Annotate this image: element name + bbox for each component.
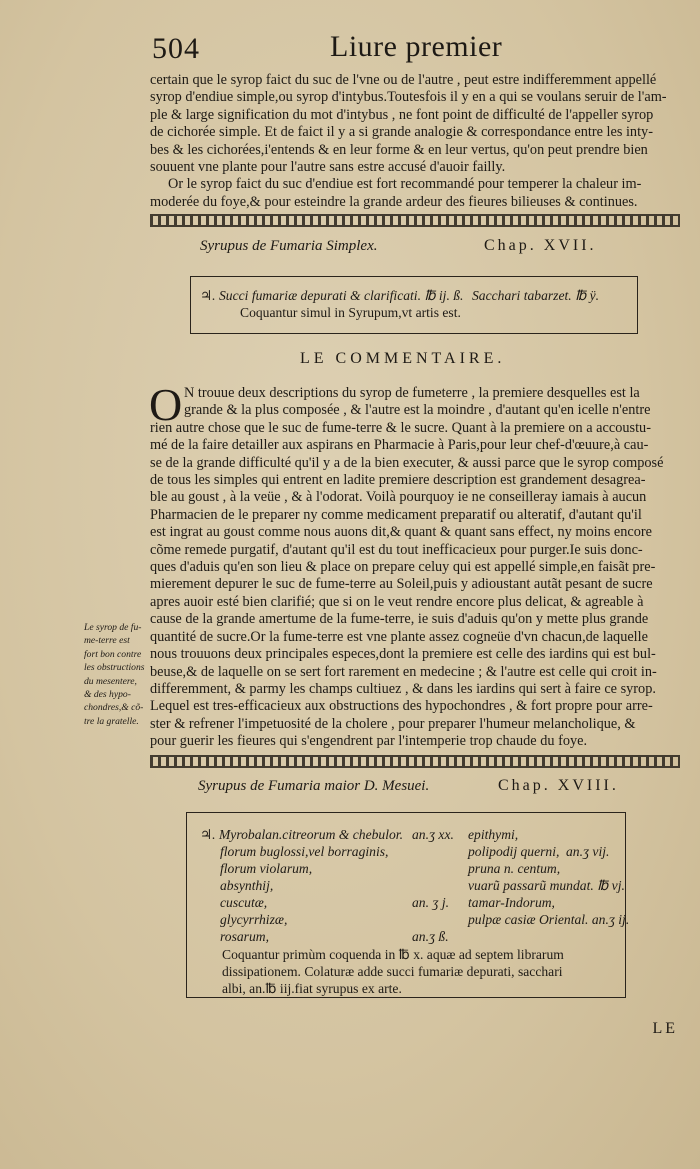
text-line: Pharmacien de le preparer ny comme medicament preparatif ou alteratif, d'autant qu'il [150, 506, 642, 523]
text-line: quantité de sucre.Or la fume-terre est vne plante assez cogneüe d'vn chacun,de laquelle [150, 628, 648, 645]
margin-note-line: tre la gratelle. [84, 715, 139, 727]
margin-note-line: & des hypo- [84, 689, 131, 701]
recipe-quantity: an.ʒ xx. [412, 827, 454, 842]
margin-note-line: chondres,& cõ- [84, 702, 144, 714]
text-line: mé de la faire detailler aux aspirans en Pharmacie à Paris,pour leur chef-d'œuure,à cau- [150, 437, 649, 454]
recipe-instruction: Coquantur primùm coquenda in ℔ x. aquæ ad septem librarum [222, 947, 564, 962]
recipe-quantity: an. ʒ j. [412, 895, 449, 910]
commentary-paragraph [150, 385, 676, 751]
text-line: rien autre chose que le suc de fume-terre & le sucre. Quant à la premiere on a accoustu- [150, 419, 651, 436]
recipe-quantity: an.ʒ vij. [566, 844, 610, 859]
text-line: souuent vne plante pour l'autre sans estre accusé d'auoir failly. [150, 159, 506, 176]
text-line: certain que le syrop faict du suc de l'vne ou de l'autre , peut estre indifferemment appellé [150, 72, 657, 88]
recipe-ingredient: Sacchari tabarzet. ℔ ÿ. [472, 288, 600, 303]
text-line: syrop d'endiue simple,ou syrop d'intybus.Toutesfois il y en a qui se voulans seruir de l'am- [150, 89, 667, 106]
recipe-ingredient: florum buglossi,vel borraginis, [220, 844, 389, 859]
catchword: LE [652, 1020, 678, 1037]
text-line: Lequel est tres-efficacieux aux obstructions des hypochondres , & fort propre pour arre- [150, 698, 653, 715]
section-heading: LE COMMENTAIRE. [300, 350, 506, 367]
recipe-ingredient: absynthij, [220, 878, 274, 893]
recipe-ingredient: pruna n. centum, [468, 861, 561, 876]
text-line: nous trouuons deux principales especes,dont la premiere est celle des iardins qui est bul- [150, 646, 656, 663]
recipe-ingredient: glycyrrhizæ, [220, 912, 288, 927]
running-title: Liure premier [330, 30, 503, 63]
recipe-ingredient: rosarum, [220, 929, 269, 944]
chapter-label: Chap. XVIII. [498, 777, 619, 794]
margin-note-line: du mesentere, [84, 675, 137, 687]
recipe-ingredient: pulpæ casiæ Oriental. an.ʒ ij. [468, 912, 630, 927]
margin-note [84, 621, 150, 728]
recipe-instruction: dissipationem. Colaturæ adde succi fumariæ depurati, sacchari [222, 964, 563, 979]
text-line: bes & les cichorées,i'entends & en leur forme & en leur vertus, qu'on peut prendre bien [150, 141, 648, 158]
text-line: apres auoir esté bien clarifié; que si on le veut rendre encore plus delicat, & agreable à [150, 593, 644, 610]
text-line: grande & la plus composée , & l'autre est la moindre , d'autant qu'en icelle n'entre [184, 402, 651, 419]
text-line: pour guerir les fieures qui s'engendrent par l'intemperie trop chaude du foye. [150, 733, 588, 750]
recipe-instruction: albi, an.℔ iij.fiat syrupus ex arte. [222, 981, 402, 996]
recipe-ingredient: vuarũ passarũ mundat. ℔ vj. [468, 878, 625, 893]
text-line: se de la grande difficulté qu'il y a de la bien executer, & aussi parce que le syrop composé [150, 454, 664, 471]
decorative-border [150, 755, 680, 768]
text-line: cõme remede purgatif, d'autant qu'il est du tout inefficacieux pour purger.Ie suis donc- [150, 541, 643, 558]
chapter-title: Syrupus de Fumaria Simplex. [200, 238, 378, 254]
text-line: ple & large signification du mot d'intybus , ne font point de difficulté de l'appeller syrop [150, 106, 654, 123]
recipe-ingredient: ♃. Succi fumariæ depurati & clarificati. ℔ ij. ß. [200, 288, 464, 303]
recipe-ingredient: cuscutæ, [220, 895, 268, 910]
text-line: N trouue deux descriptions du syrop de fumeterre , la premiere desquelles est la [184, 385, 640, 401]
text-line: Or le syrop faict du suc d'endiue est fort recommandé pour temperer la chaleur im- [168, 176, 642, 193]
recipe-ingredient: epithymi, [468, 827, 519, 842]
text-line: de tous les simples qui entrent en ladite premiere description est grandement desagrea- [150, 472, 646, 489]
text-line: mierement depurer le suc de fume-terre au Soleil,puis y adioustant autãt pesant de sucre [150, 576, 653, 593]
text-line: ques d'aduis qu'en son lieu & place on prepare celuy qui est appellé simple,en faisãt pre- [150, 559, 656, 576]
chapter-title: Syrupus de Fumaria maior D. Mesuei. [198, 778, 430, 794]
margin-note-line: Le syrop de fu- [84, 622, 142, 633]
text-line: de cichorée simple. Et de faict il y a si grande analogie & correspondance entre les inty- [150, 124, 653, 141]
page-number: 504 [152, 32, 200, 65]
drop-cap: O [149, 379, 183, 430]
recipe-ingredient: tamar-Indorum, [468, 895, 555, 910]
margin-note-line: les obstructions [84, 662, 145, 674]
recipe-instruction: Coquantur simul in Syrupum,vt artis est. [240, 305, 461, 320]
chapter-label: Chap. XVII. [484, 237, 597, 254]
recipe-ingredient: polipodij querni, [468, 844, 560, 859]
text-line: differemment, & parmy les champs cultiuez , & dans les iardins qui sert à faire ce syrop. [150, 680, 656, 697]
recipe-quantity: an.ʒ ß. [412, 929, 449, 944]
decorative-border [150, 214, 680, 227]
text-line: cause de la grande amertume de la fume-terre, ie suis d'aduis qu'on y mette plus grande [150, 611, 649, 628]
text-line: moderée du foye,& pour esteindre la grande ardeur des fieures bilieuses & continues. [150, 193, 638, 210]
margin-note-line: fort bon contre [84, 648, 142, 660]
recipe-ingredient: ♃. Myrobalan.citreorum & chebulor. [200, 827, 403, 842]
text-line: beuse,& de laquelle on se sert fort rarement en medecine ; & l'autre est celle qui croit in- [150, 663, 657, 680]
text-line: ster & refrener l'impetuosité de la cholere , pour preparer l'humeur melancholique, & [150, 715, 636, 732]
margin-note-line: me-terre est [84, 635, 130, 647]
recipe-ingredient: florum violarum, [220, 861, 313, 876]
text-line: ble au goust , à la veüe , & à l'odorat. Voilà pourquoy ie ne conseilleray iamais à aucun [150, 489, 647, 506]
text-line: est ingrat au goust comme nous auons dit,& quant & quant sans effect, ny moins encore [150, 524, 653, 541]
intro-paragraph [150, 72, 676, 211]
